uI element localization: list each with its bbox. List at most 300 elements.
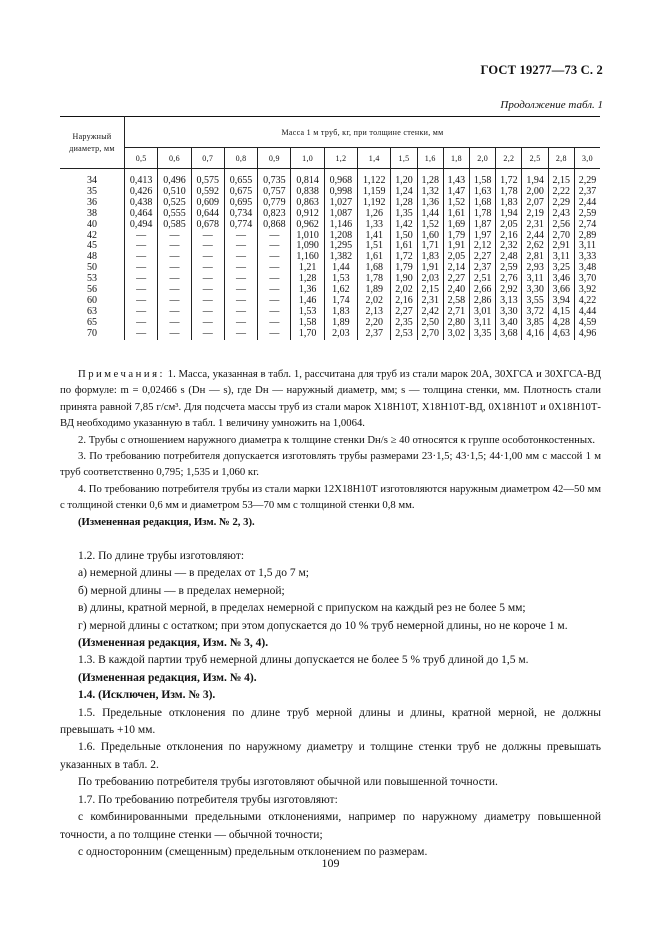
mass-cell: 0,678	[191, 220, 224, 231]
mass-cell: 2,92	[496, 285, 522, 296]
mass-cell: —	[158, 329, 191, 340]
mass-cell: 2,66	[470, 285, 496, 296]
mass-cell: 1,208	[324, 231, 357, 242]
mass-cell: 2,27	[391, 307, 417, 318]
mass-cell: 1,83	[324, 307, 357, 318]
mass-cell: —	[258, 263, 291, 274]
diameter-cell: 42	[87, 229, 97, 241]
mass-cell: —	[125, 263, 158, 274]
mass-cell: 4,15	[548, 307, 574, 318]
mass-cell: 3,55	[522, 296, 548, 307]
note-3: 3. По требованию потребителя допускается изготовлять трубы размерами 23·1,5; 43·1,5; 44·1,00 мм с массой 1 м труб соответственно 0,795; 1,535 и 1,060 кг.	[60, 450, 601, 479]
mass-cell: 4,16	[522, 329, 548, 340]
mass-cell: 3,25	[548, 263, 574, 274]
mass-cell: 0,525	[158, 198, 191, 209]
mass-cell: 0,413	[125, 169, 158, 187]
mass-cell: 2,31	[417, 296, 443, 307]
clause-paragraph: По требованию потребителя трубы изготовляют обычной или повышенной точности.	[78, 776, 498, 789]
mass-cell: —	[158, 252, 191, 263]
mass-cell: —	[258, 274, 291, 285]
mass-table-body	[60, 169, 600, 340]
mass-cell: —	[258, 231, 291, 242]
mass-cell: 1,50	[391, 231, 417, 242]
mass-cell: 1,60	[417, 231, 443, 242]
mass-cell: 2,37	[470, 263, 496, 274]
mass-cell: 2,40	[443, 285, 469, 296]
mass-cell: 1,90	[391, 274, 417, 285]
mass-cell: 0,592	[191, 187, 224, 198]
mass-cell: —	[191, 263, 224, 274]
mass-cell: 3,30	[496, 307, 522, 318]
diameter-cell: 65	[87, 316, 97, 328]
clause-paragraph: 1.2. По длине трубы изготовляют:	[78, 550, 245, 562]
mass-cell: 1,43	[443, 169, 469, 187]
mass-cell: 1,090	[291, 241, 324, 252]
thickness-header-cell: 2,8	[548, 148, 574, 169]
clause-paragraph: 1.3. В каждой партии труб немерной длины допускается не более 5 % труб длиной до 1,5 м.	[78, 654, 529, 667]
mass-cell: 1,79	[443, 231, 469, 242]
clause-paragraph: 1.5. Предельные отклонения по длине труб мерной длины и длины, кратной мерной, не должны превышать +10 мм.	[60, 706, 601, 737]
mass-cell: 2,31	[522, 220, 548, 231]
thickness-header-cell: 2,5	[522, 148, 548, 169]
clause-paragraph: 1.7. По требованию потребителя трубы изготовляют:	[78, 793, 338, 806]
thickness-header-cell: 1,6	[417, 148, 443, 169]
diameter-cell: 70	[87, 327, 97, 339]
clause-paragraph: б) мерной длины — в пределах немерной;	[78, 584, 285, 597]
mass-cell: 1,58	[470, 169, 496, 187]
mass-cell: 2,37	[574, 187, 600, 198]
mass-cell: —	[125, 252, 158, 263]
diameter-cell: 56	[87, 284, 97, 296]
mass-cell: —	[224, 231, 257, 242]
diameter-cell: 60	[87, 294, 97, 306]
mass-cell: 1,20	[391, 169, 417, 187]
mass-cell: 1,010	[291, 231, 324, 242]
mass-cell: 2,89	[574, 231, 600, 242]
mass-cell: 1,24	[391, 187, 417, 198]
mass-cell: 1,72	[391, 252, 417, 263]
mass-cell: —	[191, 296, 224, 307]
document-code: ГОСТ 19277—73 С. 2	[480, 63, 603, 77]
mass-cell: 3,48	[574, 263, 600, 274]
mass-cell: 0,998	[324, 187, 357, 198]
mass-cell: 0,757	[258, 187, 291, 198]
mass-cell: 0,774	[224, 220, 257, 231]
mass-cell: —	[125, 329, 158, 340]
mass-cell: 2,80	[443, 318, 469, 329]
mass-cell: 0,962	[291, 220, 324, 231]
mass-cell: 0,838	[291, 187, 324, 198]
mass-cell: —	[158, 241, 191, 252]
mass-cell: —	[258, 307, 291, 318]
mass-cell: 3,01	[470, 307, 496, 318]
mass-cell: 1,159	[358, 187, 391, 198]
mass-cell: —	[125, 307, 158, 318]
mass-cell: —	[158, 296, 191, 307]
mass-cell: 0,585	[158, 220, 191, 231]
thickness-header-cell: 0,7	[191, 148, 224, 169]
mass-cell: 1,78	[358, 274, 391, 285]
diameter-cell: 50	[87, 262, 97, 274]
mass-cell: 1,68	[470, 198, 496, 209]
mass-cell: 3,94	[548, 296, 574, 307]
mass-cell: 1,53	[291, 307, 324, 318]
mass-cell: 2,71	[443, 307, 469, 318]
mass-cell: 1,91	[417, 263, 443, 274]
mass-cell: 2,62	[522, 241, 548, 252]
mass-cell: —	[191, 318, 224, 329]
mass-cell: 1,78	[496, 187, 522, 198]
mass-cell: 2,27	[470, 252, 496, 263]
mass-cell: —	[191, 329, 224, 340]
page-number: 109	[321, 856, 340, 870]
mass-cell: —	[224, 252, 257, 263]
mass-cell: 2,15	[548, 169, 574, 187]
mass-cell: —	[158, 231, 191, 242]
mass-cell: 0,438	[125, 198, 158, 209]
mass-cell: —	[158, 307, 191, 318]
mass-cell: —	[224, 274, 257, 285]
mass-cell: 2,02	[358, 296, 391, 307]
mass-cell: 2,22	[548, 187, 574, 198]
mass-cell: 0,644	[191, 209, 224, 220]
mass-cell: 1,83	[496, 198, 522, 209]
clause-paragraph: а) немерной длины — в пределах от 1,5 до 7 м;	[78, 567, 309, 580]
thickness-header-cell: 3,0	[574, 148, 600, 169]
mass-cell: 2,37	[358, 329, 391, 340]
mass-cell: 2,48	[496, 252, 522, 263]
mass-cell: 2,35	[391, 318, 417, 329]
mass-cell: 0,575	[191, 169, 224, 187]
mass-cell: 1,146	[324, 220, 357, 231]
note-1: 1. Масса, указанная в табл. 1, рассчитана для труб из стали марок 20А, 30ХГСА и 30ХГСА-ВД по формуле: m = 0,02466 s (Dн — s), где Dн — наружный диаметр, мм; s — толщина стенки, мм. Плотность стали принята равной 7,85 г/см³. Для подсчета массы труб из стали марок Х18Н10Т, Х18Н10Т-ВД, 0Х18Н10Т и 0Х18Н10Т-ВД необходимо указанную в табл. 1 величину умножить на 1,0064.	[60, 368, 601, 430]
thickness-header-cell: 1,0	[291, 148, 324, 169]
mass-cell: 0,609	[191, 198, 224, 209]
diameter-cell: 48	[87, 251, 97, 263]
mass-cell: 0,655	[224, 169, 257, 187]
mass-cell: —	[191, 285, 224, 296]
mass-cell: 1,52	[443, 198, 469, 209]
thickness-group-header: Масса 1 м труб, кг, при толщине стенки, мм	[125, 117, 601, 148]
mass-cell: —	[125, 231, 158, 242]
mass-cell: 1,91	[443, 241, 469, 252]
diameter-cell: 63	[87, 305, 97, 317]
mass-cell: 0,464	[125, 209, 158, 220]
mass-cell: 4,28	[548, 318, 574, 329]
thickness-header-cell: 0,9	[258, 148, 291, 169]
mass-cell: 2,70	[548, 231, 574, 242]
thickness-header-cell: 1,5	[391, 148, 417, 169]
mass-cell: 0,494	[125, 220, 158, 231]
mass-cell: 1,63	[470, 187, 496, 198]
clause-paragraph: с комбинированными предельными отклонениями, например по наружному диаметру повышенной точности, а по толщине стенки — обычной точности;	[60, 811, 601, 841]
mass-cell: 0,510	[158, 187, 191, 198]
mass-cell: 2,91	[548, 241, 574, 252]
mass-cell: 1,58	[291, 318, 324, 329]
mass-cell: 2,44	[522, 231, 548, 242]
mass-cell: 1,87	[470, 220, 496, 231]
mass-cell: 3,70	[574, 274, 600, 285]
mass-cell: 2,56	[548, 220, 574, 231]
thickness-header-cell: 1,4	[358, 148, 391, 169]
mass-cell: —	[125, 285, 158, 296]
mass-cell: 0,968	[324, 169, 357, 187]
notes-amendment: (Измененная редакция, Изм. № 2, 3).	[78, 515, 255, 528]
amendment-note: (Измененная редакция, Изм. № 4).	[78, 671, 257, 684]
table-notes	[60, 366, 601, 530]
mass-cell: —	[158, 274, 191, 285]
mass-cell: 1,70	[291, 329, 324, 340]
mass-cell: 0,675	[224, 187, 257, 198]
amendment-note: (Измененная редакция, Изм. № 3, 4).	[78, 637, 269, 650]
mass-cell: 0,734	[224, 209, 257, 220]
mass-cell: 1,160	[291, 252, 324, 263]
note-4: 4. По требованию потребителя трубы из стали марки 12Х18Н10Т изготовляются наружным диаметром 42—50 мм с толщиной стенки 0,6 мм и диаметром 53—70 мм с толщиной стенки 0,8 мм.	[60, 482, 601, 512]
mass-cell: 0,868	[258, 220, 291, 231]
mass-cell: —	[224, 307, 257, 318]
mass-cell: —	[258, 241, 291, 252]
mass-cell: 3,02	[443, 329, 469, 340]
mass-cell: 0,863	[291, 198, 324, 209]
mass-cell: 3,68	[496, 329, 522, 340]
mass-cell: 0,735	[258, 169, 291, 187]
mass-cell: 1,72	[496, 169, 522, 187]
mass-cell: —	[125, 241, 158, 252]
mass-cell: —	[158, 318, 191, 329]
mass-cell: 2,15	[417, 285, 443, 296]
mass-cell: 1,97	[470, 231, 496, 242]
diameter-cell: 34	[87, 175, 97, 186]
mass-cell: 2,58	[443, 296, 469, 307]
mass-cell: 1,51	[358, 241, 391, 252]
mass-cell: 3,85	[522, 318, 548, 329]
mass-cell: 2,03	[324, 329, 357, 340]
mass-cell: 2,76	[496, 274, 522, 285]
mass-cell: 2,59	[574, 209, 600, 220]
mass-cell: —	[191, 231, 224, 242]
mass-cell: —	[158, 285, 191, 296]
mass-cell: 3,11	[548, 252, 574, 263]
mass-cell: 1,74	[324, 296, 357, 307]
mass-cell: 2,32	[496, 241, 522, 252]
mass-cell: 2,42	[417, 307, 443, 318]
amendment-note: 1.4. (Исключен, Изм. № 3).	[78, 689, 216, 702]
mass-cell: 1,28	[291, 274, 324, 285]
mass-cell: 1,53	[324, 274, 357, 285]
mass-cell: 2,14	[443, 263, 469, 274]
mass-cell: 0,496	[158, 169, 191, 187]
mass-cell: 1,192	[358, 198, 391, 209]
mass-cell: 3,72	[522, 307, 548, 318]
mass-cell: 2,16	[391, 296, 417, 307]
mass-cell: 1,62	[324, 285, 357, 296]
mass-cell: 2,74	[574, 220, 600, 231]
mass-cell: 3,30	[522, 285, 548, 296]
mass-cell: 2,93	[522, 263, 548, 274]
mass-cell: 1,087	[324, 209, 357, 220]
mass-cell: 2,13	[358, 307, 391, 318]
thickness-header-cell: 0,5	[125, 148, 158, 169]
mass-cell: 1,28	[391, 198, 417, 209]
mass-cell: 2,59	[496, 263, 522, 274]
mass-cell: 1,36	[417, 198, 443, 209]
mass-cell: —	[258, 318, 291, 329]
mass-cell: 1,027	[324, 198, 357, 209]
mass-cell: —	[258, 329, 291, 340]
mass-cell: 2,20	[358, 318, 391, 329]
mass-cell: 2,05	[496, 220, 522, 231]
thickness-header-row	[60, 148, 600, 169]
mass-cell: 3,46	[548, 274, 574, 285]
mass-cell: —	[125, 296, 158, 307]
mass-cell: 2,07	[522, 198, 548, 209]
mass-cell: 2,03	[417, 274, 443, 285]
mass-table	[60, 116, 600, 340]
mass-cell: 1,79	[391, 263, 417, 274]
mass-cell: 2,86	[470, 296, 496, 307]
clause-paragraph: с односторонним (смещенным) предельным отклонением по размерам.	[78, 845, 428, 858]
mass-cell: —	[224, 329, 257, 340]
mass-cell: —	[258, 252, 291, 263]
diameter-cell: 38	[87, 207, 97, 219]
mass-cell: 2,70	[417, 329, 443, 340]
table-row	[60, 169, 600, 187]
mass-cell: 1,21	[291, 263, 324, 274]
mass-cell: 2,16	[496, 231, 522, 242]
mass-cell: 1,42	[391, 220, 417, 231]
notes-label: Примечания:	[78, 368, 165, 380]
thickness-header-cell: 2,0	[470, 148, 496, 169]
mass-cell: 0,555	[158, 209, 191, 220]
mass-cell: 4,96	[574, 329, 600, 340]
clause-paragraph: г) мерной длины с остатком; при этом допускается до 10 % труб немерной длины, но не короче 1 м.	[78, 619, 568, 632]
mass-cell: 1,46	[291, 296, 324, 307]
mass-cell: —	[224, 285, 257, 296]
mass-cell: —	[258, 285, 291, 296]
mass-cell: 1,69	[443, 220, 469, 231]
mass-cell: 1,32	[417, 187, 443, 198]
body-text	[60, 548, 601, 861]
mass-cell: 1,94	[522, 169, 548, 187]
mass-cell: 2,50	[417, 318, 443, 329]
mass-cell: —	[191, 241, 224, 252]
mass-cell: 2,05	[443, 252, 469, 263]
mass-cell: —	[191, 252, 224, 263]
mass-cell: 1,35	[391, 209, 417, 220]
mass-cell: 1,28	[417, 169, 443, 187]
mass-cell: 3,13	[496, 296, 522, 307]
mass-cell: 2,44	[574, 198, 600, 209]
mass-cell: 1,382	[324, 252, 357, 263]
mass-cell: 3,11	[470, 318, 496, 329]
mass-cell: 1,44	[417, 209, 443, 220]
mass-cell: 0,779	[258, 198, 291, 209]
mass-cell: —	[258, 296, 291, 307]
mass-cell: 2,00	[522, 187, 548, 198]
table-continuation-label: Продолжение табл. 1	[500, 99, 603, 111]
mass-cell: 3,35	[470, 329, 496, 340]
mass-cell: 1,41	[358, 231, 391, 242]
mass-cell: —	[224, 263, 257, 274]
mass-cell: 1,89	[358, 285, 391, 296]
mass-cell: 1,122	[358, 169, 391, 187]
table-row	[60, 329, 600, 340]
mass-cell: 1,83	[417, 252, 443, 263]
thickness-header-cell: 1,8	[443, 148, 469, 169]
mass-cell: 0,912	[291, 209, 324, 220]
thickness-header-cell: 2,2	[496, 148, 522, 169]
mass-cell: 1,36	[291, 285, 324, 296]
mass-cell: 2,19	[522, 209, 548, 220]
mass-cell: 1,71	[417, 241, 443, 252]
mass-cell: —	[191, 307, 224, 318]
mass-cell: 3,11	[574, 241, 600, 252]
mass-cell: 2,02	[391, 285, 417, 296]
clause-paragraph: 1.6. Предельные отклонения по наружному диаметру и толщине стенки труб не должны превышать указанных в табл. 2.	[60, 741, 601, 771]
thickness-header-cell: 1,2	[324, 148, 357, 169]
diameter-column-header: Наружный диаметр, мм	[60, 117, 125, 169]
diameter-cell: 36	[87, 196, 97, 208]
mass-cell: 1,89	[324, 318, 357, 329]
mass-cell: 1,61	[443, 209, 469, 220]
mass-cell: —	[158, 263, 191, 274]
mass-cell: 0,695	[224, 198, 257, 209]
diameter-cell: 35	[87, 185, 97, 197]
mass-cell: 2,29	[548, 198, 574, 209]
mass-cell: 2,43	[548, 209, 574, 220]
mass-cell: —	[224, 296, 257, 307]
mass-cell: —	[191, 274, 224, 285]
table-row	[60, 220, 600, 231]
mass-cell: 1,52	[417, 220, 443, 231]
mass-cell: 3,66	[548, 285, 574, 296]
mass-cell: 1,44	[324, 263, 357, 274]
mass-cell: 0,823	[258, 209, 291, 220]
mass-cell: —	[224, 318, 257, 329]
mass-cell: 0,426	[125, 187, 158, 198]
thickness-header-cell: 0,6	[158, 148, 191, 169]
mass-cell: 2,53	[391, 329, 417, 340]
mass-cell: 1,295	[324, 241, 357, 252]
mass-cell: 3,33	[574, 252, 600, 263]
mass-cell: 1,61	[358, 252, 391, 263]
mass-cell: 1,33	[358, 220, 391, 231]
mass-cell: 4,22	[574, 296, 600, 307]
mass-cell: 0,814	[291, 169, 324, 187]
diameter-cell: 45	[87, 240, 97, 252]
mass-cell: 1,68	[358, 263, 391, 274]
mass-cell: 2,27	[443, 274, 469, 285]
thickness-header-cell: 0,8	[224, 148, 257, 169]
mass-cell: 4,59	[574, 318, 600, 329]
mass-cell: 2,12	[470, 241, 496, 252]
mass-cell: 1,61	[391, 241, 417, 252]
mass-cell: 4,63	[548, 329, 574, 340]
mass-cell: 3,40	[496, 318, 522, 329]
mass-cell: 1,94	[496, 209, 522, 220]
note-2: 2. Трубы с отношением наружного диаметра к толщине стенки Dн/s ≥ 40 относятся к группе особотонкостенных.	[78, 433, 596, 446]
mass-cell: 1,26	[358, 209, 391, 220]
mass-cell: 2,51	[470, 274, 496, 285]
clause-paragraph: в) длины, кратной мерной, в пределах немерной с припуском на каждый рез не более 5 мм;	[78, 602, 526, 615]
mass-cell: 2,29	[574, 169, 600, 187]
mass-cell: —	[125, 318, 158, 329]
mass-cell: 2,81	[522, 252, 548, 263]
mass-cell: 1,78	[470, 209, 496, 220]
diameter-cell: 40	[87, 218, 97, 230]
mass-cell: 3,11	[522, 274, 548, 285]
mass-cell: —	[125, 274, 158, 285]
